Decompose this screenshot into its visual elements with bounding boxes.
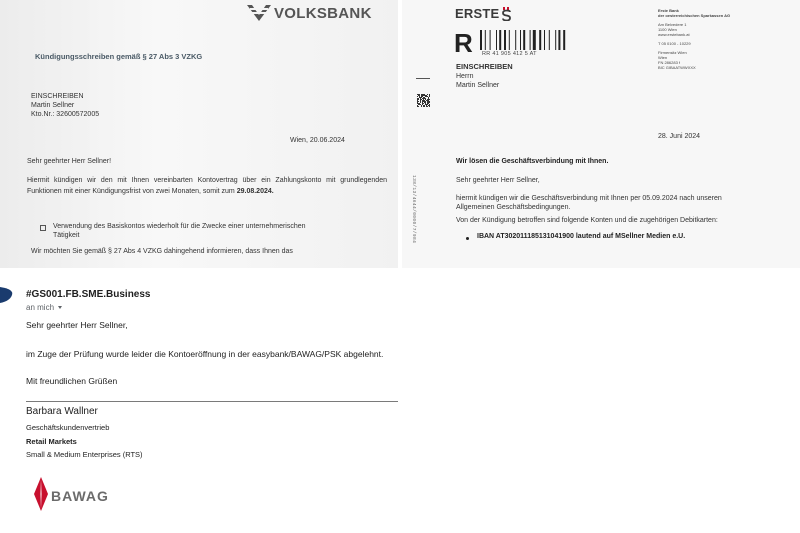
email-body: im Zuge der Prüfung wurde leider die Kontoeröffnung in der easybank/BAWAG/PSK abgelehnt. bbox=[26, 349, 384, 359]
chevron-down-icon[interactable] bbox=[58, 306, 62, 309]
erste-letter-photo bbox=[402, 0, 800, 268]
erste-s-icon bbox=[501, 7, 512, 21]
bank-info-block bbox=[658, 8, 793, 70]
letter-body-paragraph: hiermit kündigen wir die Geschäftsverbindung mit Ihnen per 05.09.2024 nach unseren Allgemeinen Geschäftsbedingungen. bbox=[456, 195, 722, 211]
recipient-details-toggle[interactable] bbox=[26, 303, 62, 312]
signature-department: Geschäftskundenvertrieb bbox=[26, 423, 110, 432]
side-reference-code: 138/13/4644/0000/7/984 bbox=[411, 175, 416, 244]
letter-body-paragraph: Von der Kündigung betroffen sind folgende Konten und die zugehörigen Debitkarten: bbox=[456, 217, 718, 224]
account-iban: IBAN AT302011185131041900 lautend auf MSellner Medien e.U. bbox=[477, 233, 686, 240]
address-line: Herrn bbox=[456, 73, 474, 80]
signature-division: Retail Markets bbox=[26, 437, 77, 446]
bank-info-line: Am Belvedere 1 bbox=[658, 22, 687, 27]
checkbox-icon bbox=[40, 225, 46, 231]
signature-divider bbox=[26, 401, 398, 402]
barcode-icon bbox=[480, 30, 598, 50]
letter-body-paragraph: Wir möchten Sie gemäß § 27 Abs 4 VZKG dahingehend informieren, dass Ihnen das bbox=[31, 248, 293, 255]
email-closing: Mit freundlichen Grüßen bbox=[26, 376, 118, 386]
bank-info-line: BIC GIBAATWWXXX bbox=[658, 65, 696, 70]
address-line: Martin Sellner bbox=[456, 82, 500, 89]
address-line: Martin Sellner bbox=[31, 102, 75, 109]
bank-info-line: T 05 0100 - 10229 bbox=[658, 41, 691, 46]
checkbox-label: Verwendung des Basiskontos wiederholt für die Zwecke einer unternehmerischen Tätigkeit bbox=[53, 223, 306, 239]
volksbank-logo-text: VOLKSBANK bbox=[274, 4, 372, 22]
tracking-code: RR 41 905 412 5 AT bbox=[482, 51, 537, 57]
body-text: Hiermit kündigen wir den mit Ihnen vereinbarten Kontovertrag über ein Zahlungskonto mit grundlegenden Funktionen mit einer Kündigungsfrist von zwei Monaten, somit zum bbox=[27, 177, 387, 195]
letter-body-paragraph bbox=[27, 175, 387, 197]
bawag-diamond-icon bbox=[34, 477, 48, 511]
bank-name: Erste Bank bbox=[658, 8, 679, 13]
letter-headline: Wir lösen die Geschäftsverbindung mit Ihnen. bbox=[456, 158, 609, 165]
letter-subject: Kündigungsschreiben gemäß § 27 Abs 3 VZKG bbox=[35, 52, 203, 61]
address-line: EINSCHREIBEN bbox=[31, 93, 84, 100]
recipient-address bbox=[456, 72, 499, 90]
volksbank-letter-photo bbox=[0, 0, 398, 268]
bank-info-line: Firmensitz Wien bbox=[658, 50, 687, 55]
salutation: Sehr geehrter Herr Sellner, bbox=[456, 177, 540, 184]
letter-date: Wien, 20.06.2024 bbox=[290, 137, 345, 144]
bawag-logo bbox=[34, 477, 109, 511]
bank-info-line: FN 286283 f bbox=[658, 60, 681, 65]
signature-unit: Small & Medium Enterprises (RTS) bbox=[26, 450, 143, 459]
erste-logo bbox=[455, 6, 512, 21]
email-greeting: Sehr geehrter Herr Sellner, bbox=[26, 320, 128, 330]
signature-name: Barbara Wallner bbox=[26, 406, 98, 417]
sender-avatar-icon[interactable] bbox=[0, 287, 14, 303]
email-subject: #GS001.FB.SME.Business bbox=[26, 289, 151, 300]
account-list-item bbox=[466, 233, 685, 240]
recipient-label: an mich bbox=[26, 303, 55, 312]
bank-info-line: www.erstebank.at bbox=[658, 32, 690, 37]
bawag-logo-text: BAWAG bbox=[51, 488, 109, 504]
letter-date: 28. Juni 2024 bbox=[658, 133, 701, 140]
qr-code-icon bbox=[417, 94, 430, 107]
volksbank-logo-icon bbox=[246, 4, 272, 22]
bank-info-line: der oesterreichischen Sparkassen AG bbox=[658, 13, 731, 18]
email-screenshot bbox=[0, 272, 800, 533]
bank-info-line: Wien bbox=[658, 55, 668, 60]
salutation: Sehr geehrter Herr Sellner! bbox=[27, 158, 112, 165]
fold-mark bbox=[416, 78, 430, 79]
recipient-address bbox=[31, 92, 99, 119]
registered-mail-mark: R bbox=[454, 28, 473, 58]
registered-mail-label: EINSCHREIBEN bbox=[456, 62, 513, 71]
termination-reason-option bbox=[40, 222, 323, 240]
bullet-icon bbox=[466, 237, 469, 240]
bank-info-line: 1100 Wien bbox=[658, 27, 677, 32]
volksbank-logo bbox=[246, 3, 372, 23]
erste-logo-text: ERSTE bbox=[455, 6, 500, 21]
address-line: Kto.Nr.: 32600572005 bbox=[31, 111, 100, 118]
termination-date: 29.08.2024. bbox=[236, 188, 274, 195]
